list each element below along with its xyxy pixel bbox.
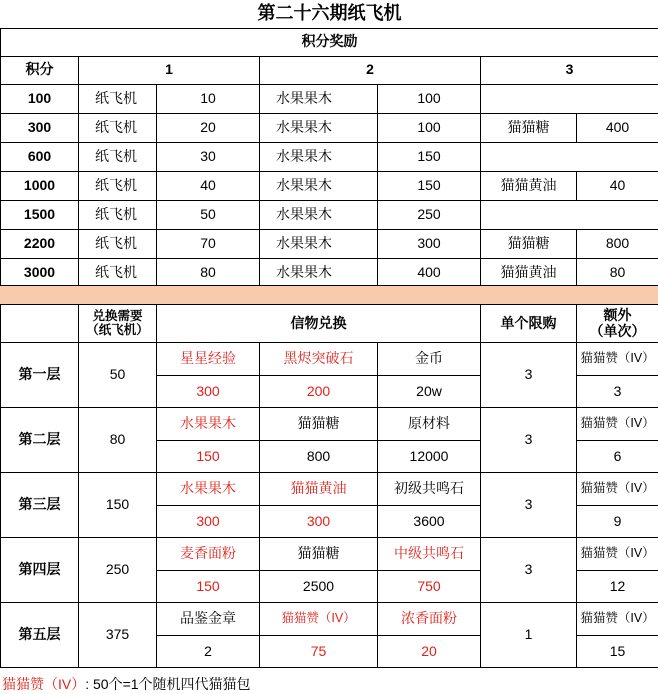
reward-2-value: 100	[378, 84, 481, 113]
extra-item-name: 猫猫赞（IV）	[577, 603, 658, 636]
tier-name: 第五层	[1, 603, 79, 668]
tier-name-row	[1, 343, 658, 376]
exchange-item-value: 150	[157, 441, 260, 473]
points-cell: 2200	[1, 229, 79, 258]
tier-name-row	[1, 473, 658, 506]
exchange-item-value: 3600	[378, 506, 481, 538]
reward-1-value: 80	[157, 258, 260, 287]
exchange-item-value: 300	[157, 376, 260, 408]
tier-cost: 250	[79, 538, 157, 603]
tier-limit: 1	[481, 603, 577, 668]
exchange-header-row	[1, 305, 658, 343]
tier-limit: 3	[481, 408, 577, 473]
tier-name-row	[1, 538, 658, 571]
tier-name: 第四层	[1, 538, 79, 603]
rewards-row	[1, 200, 658, 229]
points-cell: 3000	[1, 258, 79, 287]
rewards-row	[1, 258, 658, 287]
reward-3-value: 800	[577, 229, 658, 258]
header-points: 积分	[1, 56, 79, 84]
header-col-2: 2	[260, 56, 481, 84]
reward-1-value: 50	[157, 200, 260, 229]
reward-2-item: 水果果木	[260, 84, 378, 113]
extra-item-value: 3	[577, 376, 658, 408]
tier-cost: 150	[79, 473, 157, 538]
header-limit: 单个限购	[481, 305, 577, 343]
reward-1-item: 纸飞机	[79, 258, 157, 287]
reward-3-item: 猫猫黄油	[481, 171, 577, 200]
reward-1-item: 纸飞机	[79, 84, 157, 113]
footnote	[2, 674, 251, 694]
reward-2-value: 100	[378, 113, 481, 142]
exchange-item-value: 2500	[260, 571, 378, 603]
separator-band	[0, 285, 658, 305]
extra-item-name: 猫猫赞（IV）	[577, 343, 658, 376]
reward-1-value: 30	[157, 142, 260, 171]
exchange-item-name: 猫猫黄油	[260, 473, 378, 506]
exchange-item-name: 麦香面粉	[157, 538, 260, 571]
header-extra-line1: 额外	[604, 307, 632, 323]
header-col-1: 1	[79, 56, 260, 84]
extra-item-value: 15	[577, 636, 658, 668]
reward-2-value: 250	[378, 200, 481, 229]
points-cell: 300	[1, 113, 79, 142]
reward-1-value: 70	[157, 229, 260, 258]
reward-3-value: 400	[577, 113, 658, 142]
reward-3-empty	[481, 200, 658, 229]
reward-2-value: 300	[378, 229, 481, 258]
tier-name-row	[1, 408, 658, 441]
reward-1-item: 纸飞机	[79, 200, 157, 229]
extra-item-value: 12	[577, 571, 658, 603]
points-cell: 100	[1, 84, 79, 113]
exchange-item-name: 星星经验	[157, 343, 260, 376]
rewards-header-row	[1, 56, 658, 84]
exchange-item-name: 猫猫赞（IV）	[260, 603, 378, 636]
exchange-item-name: 中级共鸣石	[378, 538, 481, 571]
exchange-item-name: 水果果木	[157, 473, 260, 506]
header-items: 信物兑换	[157, 305, 481, 343]
tier-limit: 3	[481, 343, 577, 408]
reward-3-item: 猫猫糖	[481, 229, 577, 258]
tier-cost: 80	[79, 408, 157, 473]
tier-cost: 375	[79, 603, 157, 668]
header-extra	[577, 305, 658, 343]
exchange-item-name: 猫猫糖	[260, 408, 378, 441]
rewards-row	[1, 142, 658, 171]
reward-2-item: 水果果木	[260, 142, 378, 171]
points-cell: 600	[1, 142, 79, 171]
tier-limit: 3	[481, 473, 577, 538]
page-title: 第二十六期纸飞机	[1, 0, 658, 28]
section-title: 积分奖励	[1, 28, 658, 56]
exchange-item-name: 黑烬突破石	[260, 343, 378, 376]
reward-1-item: 纸飞机	[79, 113, 157, 142]
exchange-item-value: 150	[157, 571, 260, 603]
exchange-item-name: 初级共鸣石	[378, 473, 481, 506]
reward-3-item: 猫猫黄油	[481, 258, 577, 287]
reward-2-item: 水果果木	[260, 200, 378, 229]
reward-3-empty	[481, 84, 658, 113]
reward-3-empty	[481, 142, 658, 171]
exchange-item-name: 浓香面粉	[378, 603, 481, 636]
reward-1-item: 纸飞机	[79, 229, 157, 258]
rewards-row	[1, 84, 658, 113]
header-col-3: 3	[481, 56, 658, 84]
exchange-item-name: 猫猫糖	[260, 538, 378, 571]
exchange-item-name: 原材料	[378, 408, 481, 441]
reward-3-value: 80	[577, 258, 658, 287]
exchange-item-value: 20w	[378, 376, 481, 408]
exchange-item-value: 200	[260, 376, 378, 408]
tier-name: 第三层	[1, 473, 79, 538]
reward-3-item: 猫猫糖	[481, 113, 577, 142]
reward-2-value: 400	[378, 258, 481, 287]
exchange-item-value: 300	[157, 506, 260, 538]
reward-3-value: 40	[577, 171, 658, 200]
exchange-item-value: 75	[260, 636, 378, 668]
exchange-item-value: 12000	[378, 441, 481, 473]
points-cell: 1000	[1, 171, 79, 200]
extra-item-value: 6	[577, 441, 658, 473]
reward-1-value: 10	[157, 84, 260, 113]
reward-2-item: 水果果木	[260, 113, 378, 142]
exchange-table	[0, 304, 658, 668]
exchange-item-name: 水果果木	[157, 408, 260, 441]
tier-limit: 3	[481, 538, 577, 603]
exchange-item-name: 金币	[378, 343, 481, 376]
reward-1-value: 20	[157, 113, 260, 142]
extra-item-value: 9	[577, 506, 658, 538]
rewards-row	[1, 171, 658, 200]
reward-1-item: 纸飞机	[79, 142, 157, 171]
points-cell: 1500	[1, 200, 79, 229]
rewards-table	[0, 0, 658, 288]
header-cost-line1: 兑换需要	[92, 309, 142, 323]
extra-item-name: 猫猫赞（IV）	[577, 473, 658, 506]
tier-name-row	[1, 603, 658, 636]
tier-name: 第二层	[1, 408, 79, 473]
reward-2-item: 水果果木	[260, 258, 378, 287]
reward-2-item: 水果果木	[260, 171, 378, 200]
header-blank	[1, 305, 79, 343]
footnote-highlight: 猫猫赞（IV）	[2, 676, 85, 692]
extra-item-name: 猫猫赞（IV）	[577, 408, 658, 441]
exchange-item-value: 800	[260, 441, 378, 473]
reward-2-item: 水果果木	[260, 229, 378, 258]
rewards-row	[1, 113, 658, 142]
exchange-item-value: 2	[157, 636, 260, 668]
header-cost-line2: （纸飞机）	[86, 323, 149, 337]
tier-name: 第一层	[1, 343, 79, 408]
exchange-item-value: 750	[378, 571, 481, 603]
reward-1-value: 40	[157, 171, 260, 200]
extra-item-name: 猫猫赞（IV）	[577, 538, 658, 571]
header-cost	[79, 305, 157, 343]
rewards-row	[1, 229, 658, 258]
tier-cost: 50	[79, 343, 157, 408]
footnote-text: : 50个=1个随机四代猫猫包	[85, 676, 250, 692]
reward-2-value: 150	[378, 171, 481, 200]
exchange-item-value: 300	[260, 506, 378, 538]
reward-2-value: 150	[378, 142, 481, 171]
reward-1-item: 纸飞机	[79, 171, 157, 200]
header-extra-line2: （单次）	[590, 323, 646, 339]
exchange-item-value: 20	[378, 636, 481, 668]
exchange-item-name: 品鉴金章	[157, 603, 260, 636]
